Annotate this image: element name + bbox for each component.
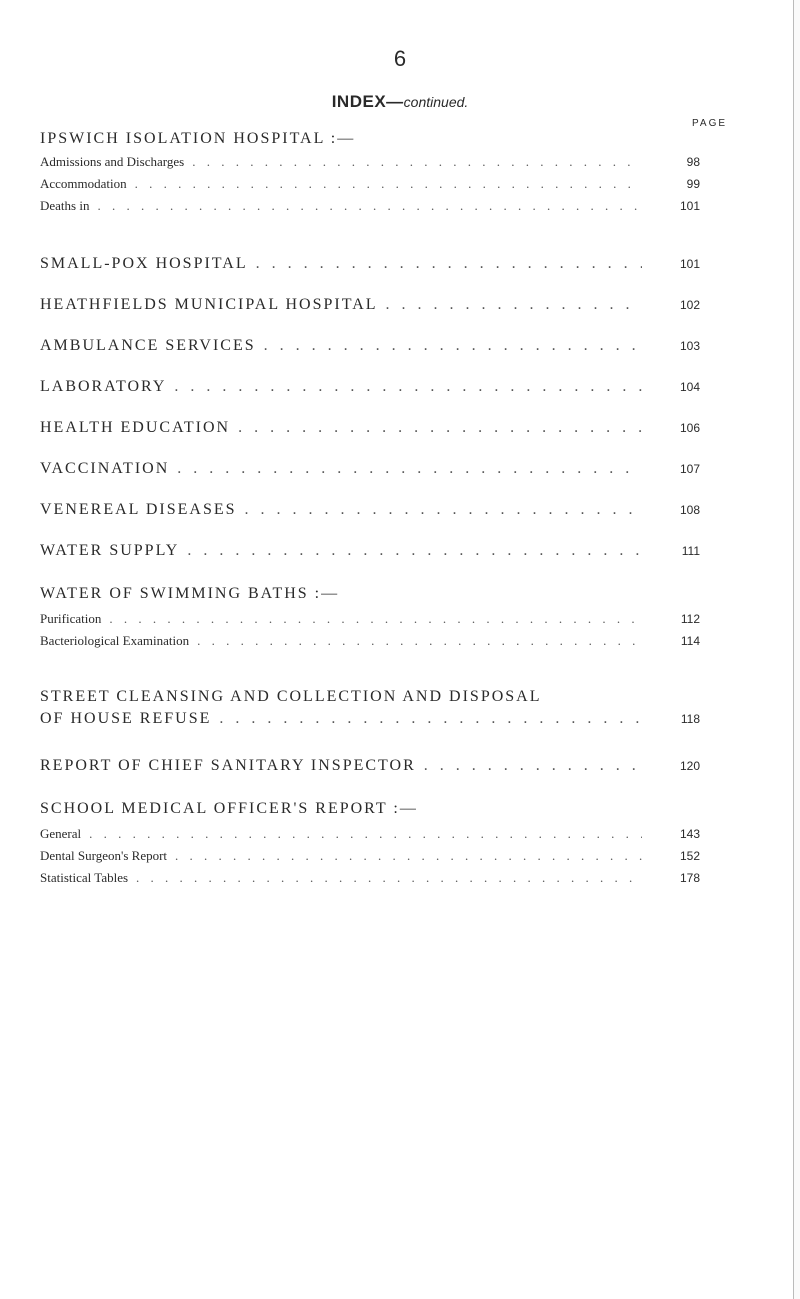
index-row	[40, 198, 700, 214]
index-row	[40, 710, 700, 728]
leader-dots	[192, 154, 642, 170]
index-title: INDEX—	[331, 92, 404, 111]
section-title: STREET CLEANSING AND COLLECTION AND DISPOSAL	[40, 688, 542, 705]
section-title: IPSWICH ISOLATION HOSPITAL :—	[40, 130, 356, 147]
page-ref: 143	[679, 827, 700, 841]
index-entry-laboratory	[40, 378, 700, 396]
index-row	[40, 154, 700, 170]
page-edge	[793, 0, 800, 1299]
section-title: WATER OF SWIMMING BATHS :—	[40, 585, 340, 602]
leader-dots	[424, 757, 642, 775]
index-entry-health-education	[40, 419, 700, 437]
entry-label: SMALL-POX HOSPITAL	[40, 255, 248, 272]
leader-dots	[264, 337, 642, 355]
leader-dots	[197, 633, 642, 649]
leader-dots	[187, 542, 642, 560]
page-ref: 101	[679, 257, 700, 271]
entry-label: Dental Surgeon's Report	[40, 848, 168, 863]
entry-label: WATER SUPPLY	[40, 542, 180, 559]
page-ref: 106	[679, 421, 700, 435]
leader-dots	[175, 848, 642, 864]
leader-dots	[109, 611, 642, 627]
index-entry-ipswich	[40, 130, 700, 214]
leader-dots	[256, 255, 642, 273]
index-row	[40, 870, 700, 886]
page-ref: 99	[686, 177, 700, 191]
section-title: SCHOOL MEDICAL OFFICER'S REPORT :—	[40, 800, 418, 817]
page-ref: 114	[680, 634, 700, 648]
index-row	[40, 826, 700, 842]
index-entry-smallpox	[40, 255, 700, 273]
page-number: 6	[393, 46, 407, 71]
entry-label: VENEREAL DISEASES	[40, 501, 237, 518]
page-ref: 102	[679, 298, 700, 312]
page-ref: 120	[679, 759, 700, 773]
leader-dots	[177, 460, 642, 478]
index-entry-heathfields	[40, 296, 700, 314]
leader-dots	[174, 378, 642, 396]
leader-dots	[245, 501, 642, 519]
entry-label: VACCINATION	[40, 460, 170, 477]
index-row	[40, 848, 700, 864]
entry-label: General	[40, 826, 82, 841]
index-entry-venereal	[40, 501, 700, 519]
index-entry-ambulance	[40, 337, 700, 355]
page-ref: 111	[681, 544, 700, 558]
leader-dots	[97, 198, 642, 214]
index-entry-swimming	[40, 585, 700, 649]
entry-label: AMBULANCE SERVICES	[40, 337, 256, 354]
page-column-label: PAGE	[692, 118, 728, 129]
leader-dots	[386, 296, 642, 314]
entry-label: Bacteriological Examination	[40, 633, 190, 648]
page-ref: 98	[686, 155, 700, 169]
entry-label: Statistical Tables	[40, 870, 129, 885]
index-entry-school	[40, 800, 700, 886]
page-ref: 101	[679, 199, 700, 213]
page-ref: 112	[680, 612, 700, 626]
entry-label: OF HOUSE REFUSE	[40, 710, 212, 727]
leader-dots	[219, 710, 642, 728]
entry-label: Deaths in	[40, 198, 90, 213]
entry-label: Admissions and Discharges	[40, 154, 185, 169]
page-ref: 178	[679, 871, 700, 885]
index-row	[40, 611, 700, 627]
index-row	[40, 633, 700, 649]
continued-label: continued.	[403, 94, 469, 110]
entry-label: HEATHFIELDS MUNICIPAL HOSPITAL	[40, 296, 378, 313]
entry-label: Accommodation	[40, 176, 127, 191]
index-heading	[0, 92, 800, 112]
index-row	[40, 176, 700, 192]
index-entry-chief-inspector	[40, 757, 700, 775]
page-ref: 108	[679, 503, 700, 517]
page-ref: 107	[679, 462, 700, 476]
page-ref: 118	[680, 712, 700, 726]
entry-label: LABORATORY	[40, 378, 167, 395]
entry-label: Purification	[40, 611, 102, 626]
index-entry-street-cleansing	[40, 688, 700, 728]
leader-dots	[89, 826, 642, 842]
leader-dots	[135, 176, 642, 192]
leader-dots	[238, 419, 642, 437]
index-entry-water-supply	[40, 542, 700, 560]
leader-dots	[136, 870, 642, 886]
page-ref: 152	[679, 849, 700, 863]
entry-label: HEALTH EDUCATION	[40, 419, 231, 436]
index-entry-vaccination	[40, 460, 700, 478]
page-ref: 103	[679, 339, 700, 353]
entry-label: REPORT OF CHIEF SANITARY INSPECTOR	[40, 757, 416, 774]
page-ref: 104	[679, 380, 700, 394]
